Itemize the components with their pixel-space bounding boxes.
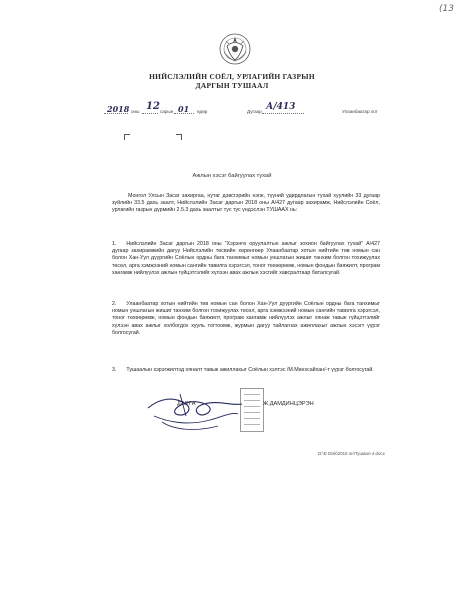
paragraph-preamble: Монгол Улсын Засаг захиргаа, нутаг дэвсгэрийн нэгж, түүний удирдлагын тухай хуулийн 33 дугаар зүйлийн 33.5 дахь заалт, Нийслэлийн Засаг даргын 2018 оны А/427 дугаар захирамж, Нийслэлийн Соёл, урлагийн газрын дүрмийн 2.5.3 дахь заалтыг тус тус үндэслэн ТУШААХ нь:: [112, 193, 380, 214]
number-dotline: [262, 113, 304, 114]
year-dotline: [104, 113, 128, 114]
paragraph-item-1: [112, 241, 380, 277]
number-label: Дугаар: [247, 109, 262, 114]
day-label: өдөр: [197, 109, 208, 114]
signatory-name: Ж.ДАМДИНЦЭРЭН: [263, 401, 314, 407]
month-handwritten: 12: [146, 101, 160, 112]
handwritten-signature: [140, 386, 250, 436]
state-emblem-icon: [218, 32, 252, 66]
item-text: Улаанбаатар хотын нийтийн төв номын сан болон Хан-Уул дүүргийн Соёлын ордны бага танхимыг номын уншлагын жишиг танхим болгон тохижуулах төсөл, арга хэмжээний номын сангийн тавилга хэрэгсэл, тоног төхөөрөмж, номын фондын баяжилт, програм хангамж нийлүүлэх ажлыг хянаж тавьж гүйцэтгэлийг хүлээн авах ажлыг холбогдох хууль тогтоомж, журмын дагуу тайлагнах ажиллахыг ажлын хэсэгт үүрэг болгосугай.: [112, 301, 380, 336]
item-number: 3.: [112, 367, 117, 373]
day-handwritten: 01: [178, 104, 190, 114]
month-dotline: [142, 113, 158, 114]
number-handwritten: А/413: [266, 102, 296, 112]
subject-corner-right: [176, 134, 182, 140]
org-title-line2: ДАРГЫН ТУШААЛ: [195, 81, 269, 90]
city-label: Улаанбаатар хот: [342, 109, 378, 114]
org-title-line1: НИЙСЛЭЛИЙН СОЁЛ, УРЛАГИЙН ГАЗРЫН: [149, 72, 315, 81]
page-number-mark: (13: [439, 4, 454, 14]
item-text: Нийслэлийн Засаг даргын 2018 оны "Хэрэнгө оруулалтын ажлыг зохион байгуулах тухай" А/427 дугаар захирамжийн дагуу Нийслэлийн төсвийн хөрөнгөөр Улаанбаатар хотын нийтийн төв номын сан болон Хан-Уул дүүргийн Соёлын ордны бага танхимыг номын уншлагын жишиг танхим болгон тохижуулах төсөл, арга хэмжээний номын сангийн тавилга хэрэгсэл, тоног төхөөрөмж, номын фондын баяжилт, програм хангамж нийлүүлэх ажлын гүйцэтгэлийг хүлээн авах ажлын хэсгийг хавсралтаар баталсугай.: [112, 241, 380, 276]
year-handwritten: 2018: [107, 104, 130, 114]
year-label: оны: [131, 109, 140, 114]
subject-corner-left: [124, 134, 130, 140]
item-number: 2.: [112, 301, 117, 307]
document-subject: Ажлын хэсэг байгуулах тухай: [192, 173, 272, 179]
paragraph-item-3: [112, 367, 380, 374]
item-number: 1.: [112, 241, 117, 247]
paragraph-item-2: [112, 301, 380, 337]
item-text: Тушаалын хэрэгжилтэд хяналт тавьж ажиллахыг Соёлын хэлтэс /М.Мөнхсайхан/-т үүрэг болгосугай.: [126, 367, 374, 373]
month-label: сарын: [160, 109, 174, 114]
signatory-title: ДАРГА: [177, 401, 196, 407]
day-dotline: [174, 113, 194, 114]
file-path-footer: D:\D Disk\2018 он\Тушаал-4.docx: [318, 451, 385, 456]
